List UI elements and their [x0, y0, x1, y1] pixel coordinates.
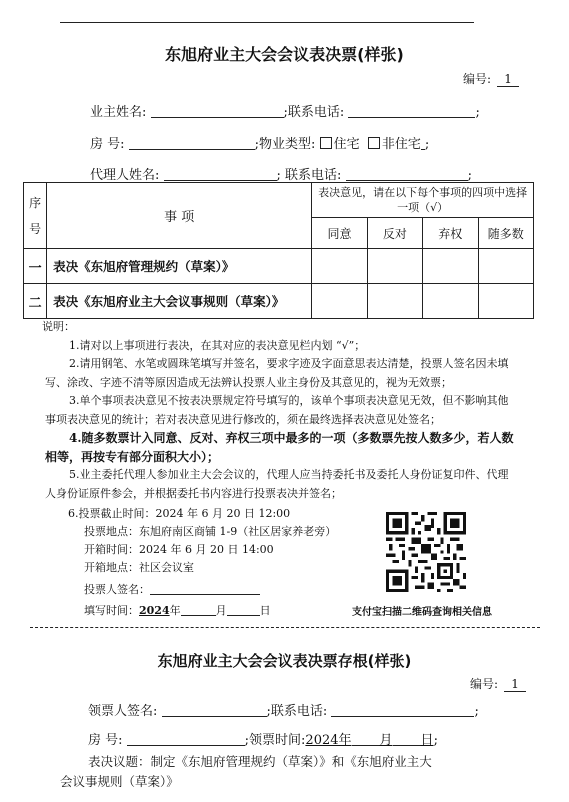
row-matter: 表决《东旭府管理规约（草案）》 — [47, 249, 312, 284]
semicolon: ; — [424, 137, 430, 152]
opinion-header: 表决意见，请在以下每个事项的四项中选择一项（√） — [312, 183, 534, 218]
seq-header — [24, 183, 47, 249]
matter-header: 事 项 — [47, 183, 312, 249]
vote-cell-majority[interactable] — [478, 249, 533, 284]
owner-contact-label: ;联系电话: — [283, 105, 345, 120]
ballot-title: 东旭府业主大会会议表决票(样张) — [165, 45, 404, 64]
vote-cell-agree[interactable] — [312, 249, 367, 284]
semicolon: ; — [433, 733, 438, 748]
notes-label: 说明： — [42, 320, 75, 333]
tear-line — [30, 627, 540, 628]
row-seq: 一 — [24, 249, 47, 284]
stub-contact-label: ;联系电话: — [266, 704, 328, 719]
stub-topic-line1: 表决议题：制定《东旭府管理规约（草案）》和《东旭府业主大 — [88, 754, 432, 769]
top-rule — [60, 22, 474, 23]
voter-sign-label: 投票人签名： — [84, 583, 150, 596]
vote-cell-majority[interactable] — [478, 284, 533, 319]
voter-sign-field[interactable] — [150, 581, 260, 595]
stub-title: 东旭府业主大会会议表决票存根(样张) — [157, 652, 412, 670]
proxy-name-field[interactable] — [164, 167, 277, 181]
receive-time-label: ;领票时间: — [244, 733, 306, 748]
owner-name-label: 业主姓名: — [90, 105, 147, 120]
room-field[interactable] — [129, 136, 255, 150]
vote-table — [23, 182, 534, 319]
residential-label: 住宅 — [333, 137, 360, 152]
notes-section — [42, 318, 515, 503]
receive-month-field[interactable] — [352, 732, 380, 746]
table-row — [24, 284, 534, 319]
stub-topic-line2: 会议事规则（草案）》 — [60, 774, 179, 789]
fill-year: 2024 — [139, 604, 170, 617]
vote-cell-agree[interactable] — [312, 284, 367, 319]
note-item: 1.请对以上事项进行表决，在其对应的表决意见栏内划 “√”； — [69, 338, 366, 352]
proxy-contact-field[interactable] — [346, 167, 468, 181]
proxy-row — [90, 164, 472, 183]
deadline: 6.投票截止时间：2024 年 6 月 20 日 12:00 — [68, 507, 291, 520]
residential-checkbox[interactable] — [320, 137, 332, 149]
vote-cell-oppose[interactable] — [367, 284, 422, 319]
semicolon: ; — [467, 168, 472, 183]
property-type-label: ;物业类型: — [254, 137, 316, 152]
vote-cell-oppose[interactable] — [367, 249, 422, 284]
receive-year: 2024 — [305, 733, 339, 748]
qr-code-icon[interactable] — [386, 512, 466, 592]
owner-contact-field[interactable] — [348, 104, 475, 118]
month-suffix: 月 — [215, 604, 227, 617]
stub-room-label: 房 号: — [88, 733, 123, 748]
receive-day-field[interactable] — [393, 732, 421, 746]
non-residential-checkbox[interactable] — [368, 137, 380, 149]
stub-year-suffix: 年 — [338, 733, 352, 748]
seq-header-1: 序 — [29, 195, 42, 210]
ballot-serial — [463, 70, 519, 87]
fill-day-field[interactable] — [227, 602, 260, 616]
receiver-sign-label: 领票人签名: — [88, 704, 158, 719]
serial-label: 编号: — [463, 72, 492, 86]
stub-room-field[interactable] — [127, 732, 245, 746]
semicolon: ; — [475, 105, 480, 120]
seq-header-2: 号 — [29, 221, 42, 236]
note-item: 4.随多数票计入同意、反对、弃权三项中最多的一项（多数票先按人数多少，若人数相等，再按专有部分面积大小）； — [45, 431, 514, 464]
serial-value: 1 — [497, 72, 519, 87]
stub-month-suffix: 月 — [379, 733, 393, 748]
qr-caption: 支付宝扫描二维码查询相关信息 — [352, 607, 492, 618]
vote-venue: 投票地点：东旭府南区商铺 1-9（社区居家养老旁） — [84, 525, 337, 538]
choice-agree-header: 同意 — [312, 218, 367, 249]
voter-sign-row — [84, 581, 260, 599]
stub-room-row — [88, 729, 438, 748]
note-item: 5.业主委托代理人参加业主大会会议的，代理人应当持委托书及委托人身份证复印件、代理人身份证原件参会，并根据委托书内容进行投票表决并签名； — [45, 468, 509, 500]
fill-time-label: 填写时间： — [84, 604, 139, 617]
vote-cell-abstain[interactable] — [423, 249, 478, 284]
vote-cell-abstain[interactable] — [423, 284, 478, 319]
open-place: 开箱地点：社区会议室 — [84, 561, 194, 574]
choice-majority-header: 随多数 — [478, 218, 533, 249]
open-time: 开箱时间：2024 年 6 月 20 日 14:00 — [84, 543, 274, 556]
semicolon: ; — [474, 704, 479, 719]
non-residential-label: 非住宅 — [381, 137, 421, 152]
choice-abstain-header: 弃权 — [423, 218, 478, 249]
stub-day-suffix: 日 — [420, 733, 434, 748]
stub-contact-field[interactable] — [331, 703, 474, 717]
note-item: 3.单个事项表决意见不按表决票规定符号填写的，该单个事项表决意见无效，但不影响其他事项表决意见的统计；若对表决意见进行修改的，须在最终选择表决意见处签名； — [45, 394, 509, 426]
table-row — [24, 249, 534, 284]
day-suffix: 日 — [259, 604, 271, 617]
owner-row — [90, 101, 480, 120]
proxy-name-label: 代理人姓名: — [90, 168, 160, 183]
year-suffix: 年 — [169, 604, 181, 617]
row-matter: 表决《东旭府业主大会议事规则（草案）》 — [47, 284, 312, 319]
proxy-contact-label: ; 联系电话: — [276, 168, 342, 183]
stub-serial — [470, 675, 526, 692]
room-row — [90, 133, 429, 152]
owner-name-field[interactable] — [151, 104, 284, 118]
note-item: 2.请用钢笔、水笔或圆珠笔填写并签名，要求字迹及字面意思表达清楚，投票人签名因未填写、涂改、字迹不清等原因造成无法辨认投票人业主身份及其意见的，视为无效票； — [45, 357, 509, 389]
stub-receiver-row — [88, 700, 479, 719]
stub-serial-value: 1 — [504, 677, 526, 692]
row-seq: 二 — [24, 284, 47, 319]
fill-month-field[interactable] — [181, 602, 216, 616]
room-label: 房 号: — [90, 137, 125, 152]
receiver-sign-field[interactable] — [162, 703, 267, 717]
stub-serial-label: 编号: — [470, 677, 499, 691]
choice-oppose-header: 反对 — [367, 218, 422, 249]
fill-time-row — [84, 602, 271, 620]
